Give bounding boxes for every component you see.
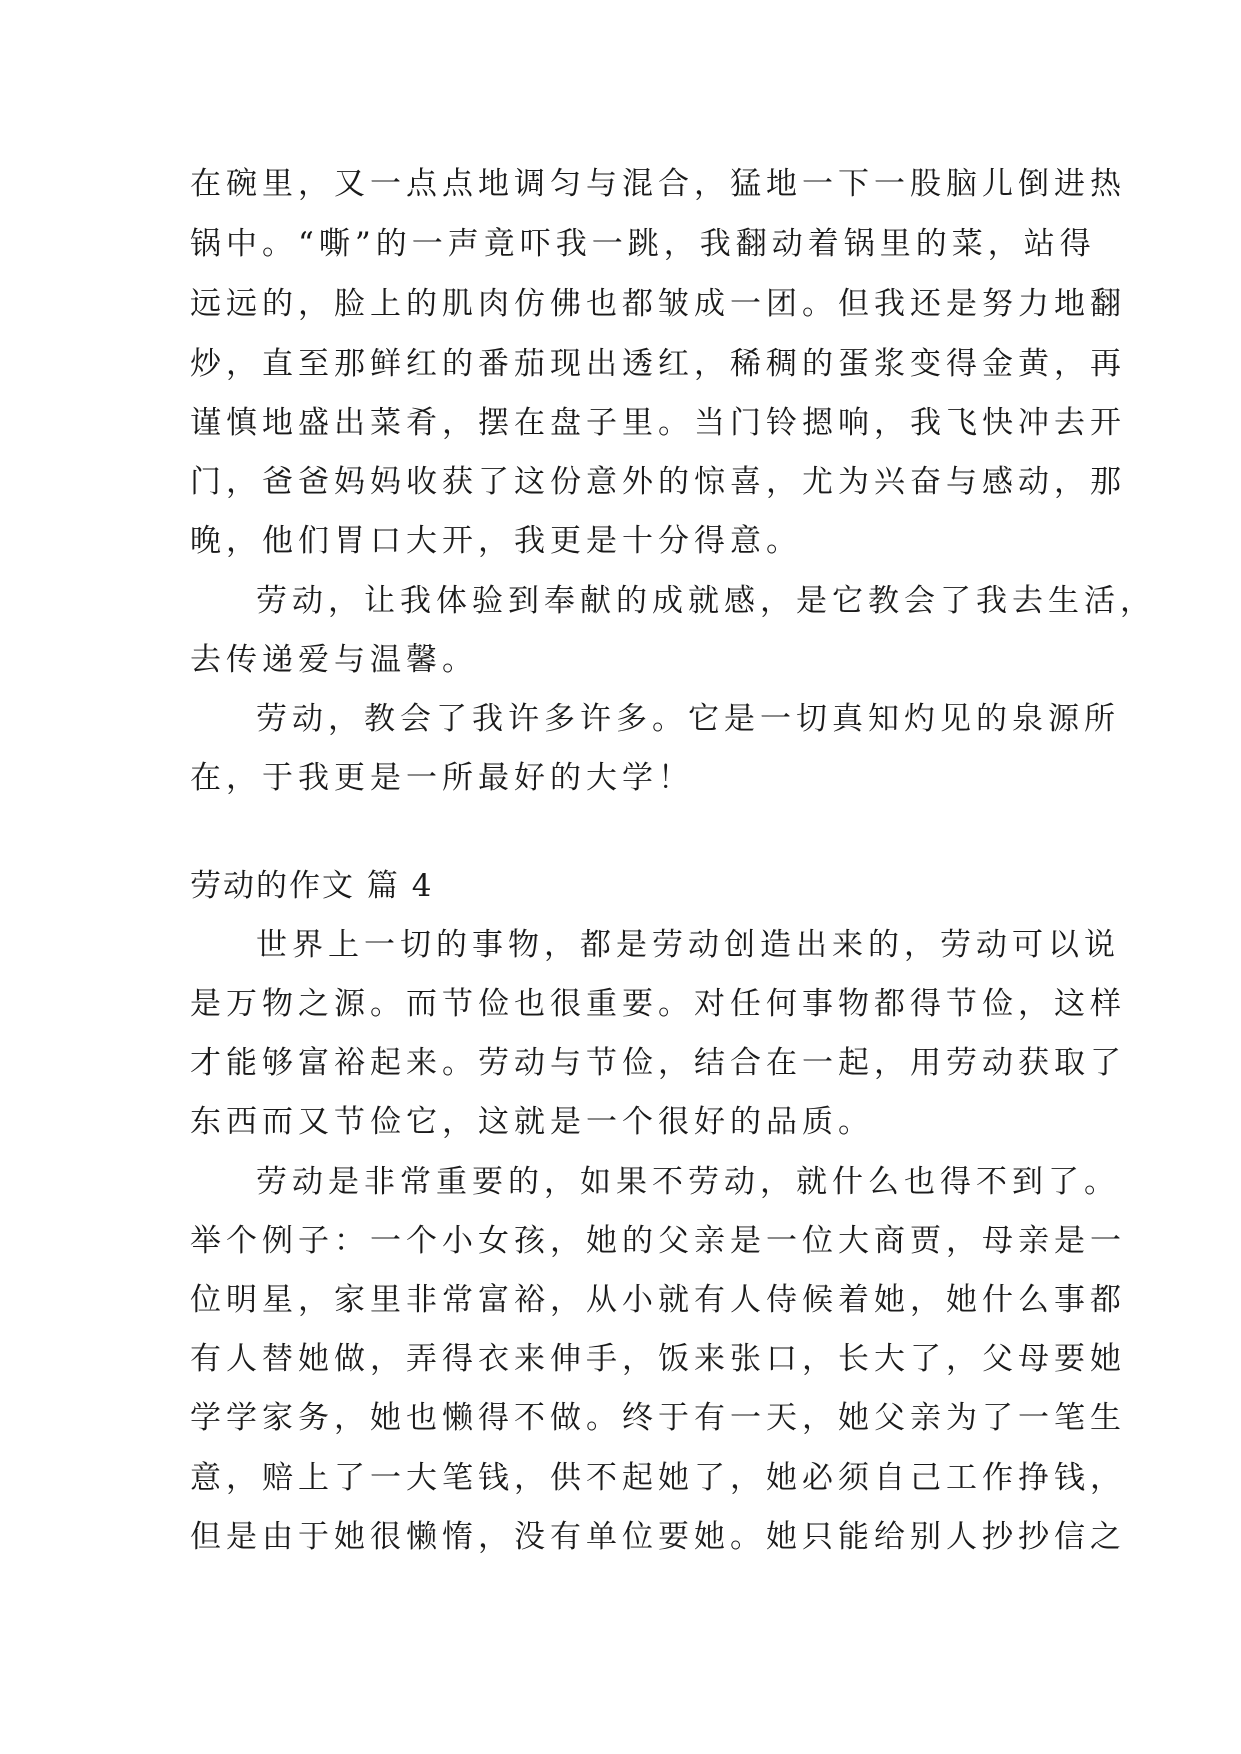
section-heading: 劳动的作文 篇 4 bbox=[190, 868, 434, 904]
paragraph-line: 才能够富裕起来。劳动与节俭，结合在一起，用劳动获取了 bbox=[190, 1045, 1126, 1081]
paragraph-line: 锅中。“嘶”的一声竟吓我一跳，我翻动着锅里的菜，站得 bbox=[190, 226, 1096, 262]
paragraph-line: 举个例子：一个小女孩，她的父亲是一位大商贾，母亲是一 bbox=[190, 1223, 1126, 1259]
paragraph-line: 在，于我更是一所最好的大学！ bbox=[190, 760, 694, 796]
paragraph-line: 在碗里，又一点点地调匀与混合，猛地一下一股脑儿倒进热 bbox=[190, 166, 1126, 202]
paragraph-line: 位明星，家里非常富裕，从小就有人侍候着她，她什么事都 bbox=[190, 1282, 1126, 1318]
paragraph-line: 东西而又节俭它，这就是一个很好的品质。 bbox=[190, 1104, 874, 1140]
paragraph-line: 世界上一切的事物，都是劳动创造出来的，劳动可以说 bbox=[256, 927, 1120, 963]
paragraph-line: 谨慎地盛出菜肴，摆在盘子里。当门铃摁响，我飞快冲去开 bbox=[190, 405, 1126, 441]
paragraph-line: 劳动，教会了我许多许多。它是一切真知灼见的泉源所 bbox=[256, 701, 1120, 737]
paragraph-line: 是万物之源。而节俭也很重要。对任何事物都得节俭，这样 bbox=[190, 986, 1126, 1022]
paragraph-line: 学学家务，她也懒得不做。终于有一天，她父亲为了一笔生 bbox=[190, 1400, 1126, 1436]
paragraph-line: 远远的，脸上的肌肉仿佛也都皱成一团。但我还是努力地翻 bbox=[190, 286, 1126, 322]
paragraph-line: 有人替她做，弄得衣来伸手，饭来张口，长大了，父母要她 bbox=[190, 1341, 1126, 1377]
paragraph-line: 门，爸爸妈妈收获了这份意外的惊喜，尤为兴奋与感动，那 bbox=[190, 464, 1126, 500]
paragraph-line: 晚，他们胃口大开，我更是十分得意。 bbox=[190, 523, 802, 559]
paragraph-line: 炒，直至那鲜红的番茄现出透红，稀稠的蛋浆变得金黄，再 bbox=[190, 346, 1126, 382]
paragraph-line: 但是由于她很懒惰，没有单位要她。她只能给别人抄抄信之 bbox=[190, 1519, 1126, 1555]
paragraph-line: 劳动，让我体验到奉献的成就感，是它教会了我去生活， bbox=[256, 583, 1156, 619]
paragraph-line: 意，赔上了一大笔钱，供不起她了，她必须自己工作挣钱， bbox=[190, 1460, 1126, 1496]
paragraph-line: 劳动是非常重要的，如果不劳动，就什么也得不到了。 bbox=[256, 1164, 1120, 1200]
paragraph-line: 去传递爱与温馨。 bbox=[190, 642, 478, 678]
